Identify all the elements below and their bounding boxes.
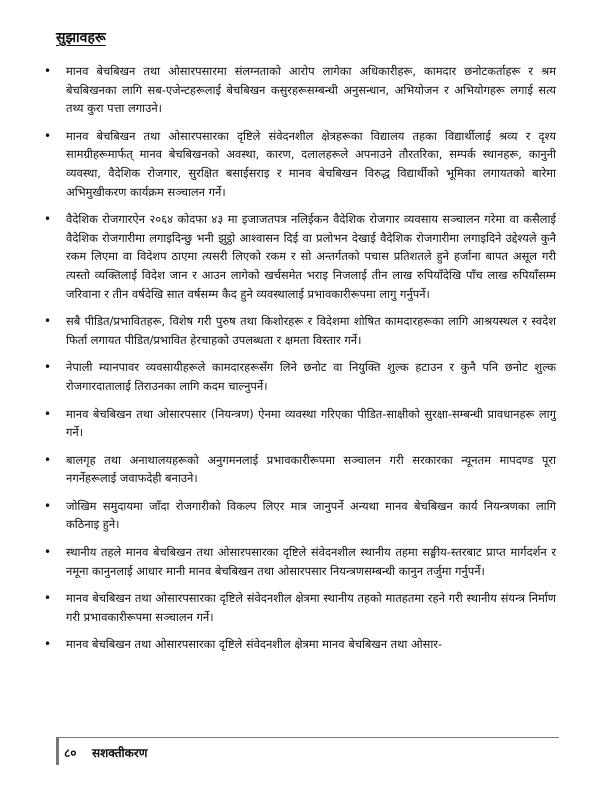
bullet-icon: • <box>44 452 52 467</box>
bullet-icon: • <box>44 314 52 329</box>
list-item-text: मानव बेचबिखन तथा ओसारपसारका दृष्टिले संवेदनशील क्षेत्रमा मानव बेचबिखन तथा ओसार- <box>66 637 443 652</box>
list-item-text: स्थानीय तहले मानव बेचबिखन तथा ओसारपसारका दृष्टिले संवेदनशील स्थानीय तहमा सङ्घीय-स्तरबाट प्राप्त मार्गदर्शन र नमूना कानुनलाई आधार मानी मानव बेचबिखन तथा ओसारपसार नियन्त्रणसम्बन्धी कानुन तर्जुमा गर्नुपर्ने। <box>66 545 556 578</box>
list-item <box>40 210 556 303</box>
list-item <box>40 62 556 118</box>
list-item <box>40 358 556 395</box>
bullet-icon: • <box>44 128 52 143</box>
bullet-icon: • <box>44 591 52 606</box>
bullet-icon: • <box>44 545 52 560</box>
list-item <box>40 451 556 488</box>
list-item <box>40 497 556 534</box>
footer-divider-vertical <box>56 737 59 765</box>
page-number: ८० <box>64 746 77 760</box>
list-item <box>40 589 556 626</box>
section-heading: सुझावहरू <box>56 30 106 46</box>
list-item <box>40 405 556 442</box>
list-item-text: वैदेशिक रोजगारऐन २०६४ कोदफा ४३ मा इजाजतपत्र नलिईकन वैदेशिक रोजगार व्यवसाय सञ्चालन गरेमा वा कसैलाई वैदेशिक रोजगारीमा लगाइदिन्छु भनी झुट्ठो आश्वासन दिई वा प्रलोभन देखाई वैदेशिक रोजगारीमा लगाइदिने उद्देश्यले कुनै रकम लिएमा वा विदेशप ठाएमा त्यसरी लिएको रकम र सो अन्तर्गतको पचास प्रतिशतले हुने हर्जाना बापत असूल गरी त्यस्तो व्यक्तिलाई विदेश जान र आउन लागेको खर्चसमेत भराइ निजलाई तीन लाख रुपियाँदेखि पाँच लाख रुपियाँसम्म जरिवाना र तीन वर्षदेखि सात वर्षसम्म कैद हुने व्यवस्थालाई प्रभावकारीरूपमा लागु गर्नुपर्ने। <box>66 212 556 301</box>
list-item-text: बालगृह तथा अनाथालयहरूको अनुगमनलाई प्रभावकारीरूपमा सञ्चालन गरी सरकारका न्यूनतम मापदण्ड पूरा नगर्नेहरूलाई जवाफदेही बनाउने। <box>66 452 556 486</box>
bullet-icon: • <box>44 212 52 227</box>
list-item-text: नेपाली म्यानपावर व्यवसायीहरूले कामदारहरूसँग लिने छनोट वा नियुक्ति शुल्क हटाउन र कुनै पनि छनोट शुल्क रोजगारदातालाई तिराउनका लागि कदम चाल्नुपर्ने। <box>66 360 556 393</box>
list-item-text: सबै पीडित/प्रभावितहरू, विशेष गरी पुरुष तथा किशोरहरू र विदेशमा शोषित कामदारहरूका लागि आश्रयस्थल र स्वदेश फिर्ता लगायत पीडित/प्रभावित हेरचाहको उपलब्धता र क्षमता विस्तार गर्ने। <box>66 314 556 347</box>
running-footer-title: सशक्तीकरण <box>92 746 148 760</box>
bullet-icon: • <box>44 64 52 78</box>
list-item <box>40 543 556 580</box>
list-item-text: मानव बेचबिखन तथा ओसारपसारका दृष्टिले संवेदनशील क्षेत्रहरूका विद्यालय तहका विद्यार्थीलाई श्रव्य र दृश्य सामग्रीहरूमार्फत् मानव बेचबिखनको अवस्था, कारण, दलालहरूले अपनाउने तौरतरिका, सम्पर्क स्थानहरू, कानुनी व्यवस्था, वैदेशिक रोजगार, सुरक्षित बसाईसराइ र मानव बेचबिखन विरुद्ध विद्यार्थीको भूमिका लगायतको बारेमा अभिमुखीकरण कार्यक्रम सञ्चालन गर्ने। <box>66 128 556 199</box>
list-item <box>40 127 556 201</box>
recommendation-list <box>40 62 556 663</box>
bullet-icon: • <box>44 360 52 375</box>
list-item <box>40 312 556 349</box>
list-item-text: जोखिम समुदायमा जाँदा रोजगारीको विकल्प लिएर मात्र जानुपर्ने अन्यथा मानव बेचबिखन कार्य नियन्त्रणका लागि कठिनाइ हुने। <box>66 498 556 532</box>
list-item-text: मानव बेचबिखन तथा ओसारपसार (नियन्त्रण) ऐनमा व्यवस्था गरिएका पीडित-साक्षीको सुरक्षा-सम्बन्धी प्रावधानहरू लागु गर्ने। <box>66 406 556 440</box>
bullet-icon: • <box>44 637 52 652</box>
bullet-icon: • <box>44 406 52 421</box>
list-item-text: मानव बेचबिखन तथा ओसारपसारमा संलग्नताको आरोप लागेका अधिकारीहरू, कामदार छनोटकर्ताहरू र श्रम बेचबिखनका लागि सब-एजेन्टहरूलाई बेचबिखन कसुरहरूसम्बन्धी अनुसन्धान, अभियोजन र अभियोगहरू लगाई सत्य तथ्य कुरा पत्ता लगाउने। <box>66 64 556 116</box>
list-item <box>40 635 556 654</box>
bullet-icon: • <box>44 498 52 513</box>
list-item-text: मानव बेचबिखन तथा ओसारपसारका दृष्टिले संवेदनशील क्षेत्रमा स्थानीय तहको मातहतमा रहने गरी स्थानीय संयन्त्र निर्माण गरी प्रभावकारीरूपमा सञ्चालन गर्ने। <box>66 591 556 624</box>
footer-divider <box>56 737 559 738</box>
